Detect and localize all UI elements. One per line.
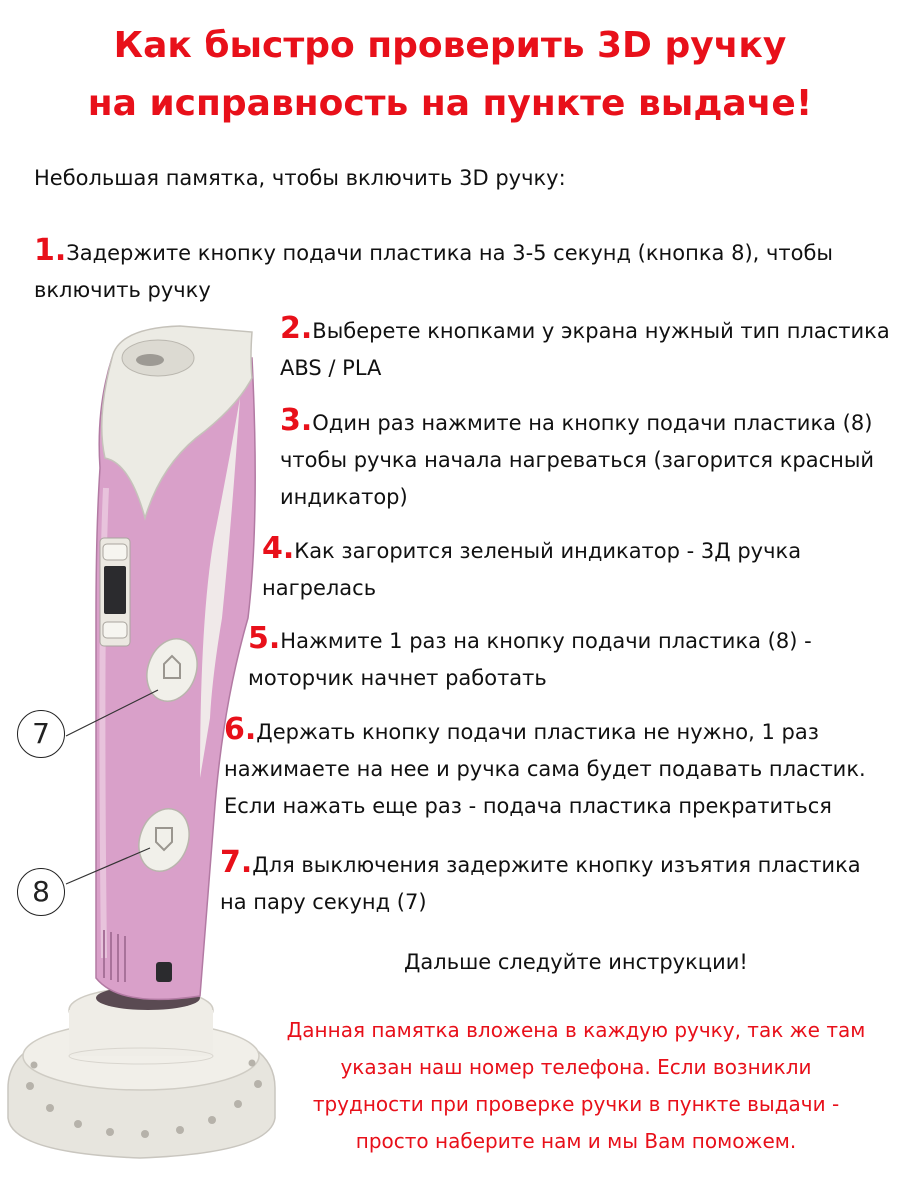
pen-stand <box>8 988 275 1158</box>
step-text-line: включить ручку <box>34 278 211 302</box>
step-number: 1. <box>34 233 67 268</box>
follow-instructions-note: Дальше следуйте инструкции! <box>404 950 748 974</box>
step-text-line: Задержите кнопку подачи пластика на 3-5 секунд (кнопка 8), чтобы <box>66 241 834 265</box>
step-text-line: чтобы ручка начала нагреваться (загорится красный <box>280 448 875 472</box>
step-1 <box>34 232 833 309</box>
footer-note-line: просто наберите нам и мы Вам поможем. <box>355 1129 797 1153</box>
step-text-line: Для выключения задержите кнопку изъятия пластика <box>252 853 861 877</box>
footer-note-line: Данная памятка вложена в каждую ручку, так же там <box>286 1018 866 1042</box>
power-port <box>156 962 172 982</box>
step-text-line: Выберете кнопками у экрана нужный тип пластика <box>312 319 890 343</box>
footer-note <box>262 1012 890 1160</box>
intro-text: Небольшая памятка, чтобы включить 3D ручку: <box>34 166 566 190</box>
3d-pen-illustration <box>0 318 300 1198</box>
plastic-type-down-button[interactable] <box>103 622 127 638</box>
step-number: 3. <box>280 403 313 438</box>
step-text-line: нагрелась <box>262 576 377 600</box>
step-7 <box>220 844 861 921</box>
step-number: 4. <box>262 531 295 566</box>
step-4 <box>262 530 801 607</box>
step-text-line: моторчик начнет работать <box>248 666 547 690</box>
step-number: 6. <box>224 712 257 747</box>
step-number: 5. <box>248 621 281 656</box>
step-text-line: индикатор) <box>280 485 408 509</box>
plastic-type-up-button[interactable] <box>103 544 127 560</box>
step-text-line: Если нажать еще раз - подача пластика прекратиться <box>224 794 832 818</box>
step-2 <box>280 310 890 387</box>
footer-note-line: указан наш номер телефона. Если возникли <box>340 1055 812 1079</box>
display-screen <box>104 566 126 614</box>
footer-note-line: трудности при проверке ручки в пункте выдачи - <box>312 1092 840 1116</box>
step-text-line: на пару секунд (7) <box>220 890 427 914</box>
page-title-line-1: Как быстро проверить 3D ручку <box>113 25 787 66</box>
callout-8: 8 <box>17 868 65 916</box>
step-text-line: Один раз нажмите на кнопку подачи пластика (8) <box>312 411 873 435</box>
step-text-line: Держать кнопку подачи пластика не нужно, 1 раз <box>256 720 819 744</box>
step-text-line: нажимаете на нее и ручка сама будет подавать пластик. <box>224 757 866 781</box>
step-text-line: ABS / PLA <box>280 356 382 380</box>
page-title-line-2: на исправность на пункте выдаче! <box>87 83 813 124</box>
callout-7: 7 <box>17 710 65 758</box>
step-number: 7. <box>220 845 253 880</box>
step-5 <box>248 620 812 697</box>
step-3 <box>280 402 874 516</box>
step-text-line: Как загорится зеленый индикатор - 3Д ручка <box>294 539 802 563</box>
step-6 <box>224 711 866 825</box>
step-number: 2. <box>280 311 313 346</box>
step-text-line: Нажмите 1 раз на кнопку подачи пластика (8) - <box>280 629 812 653</box>
